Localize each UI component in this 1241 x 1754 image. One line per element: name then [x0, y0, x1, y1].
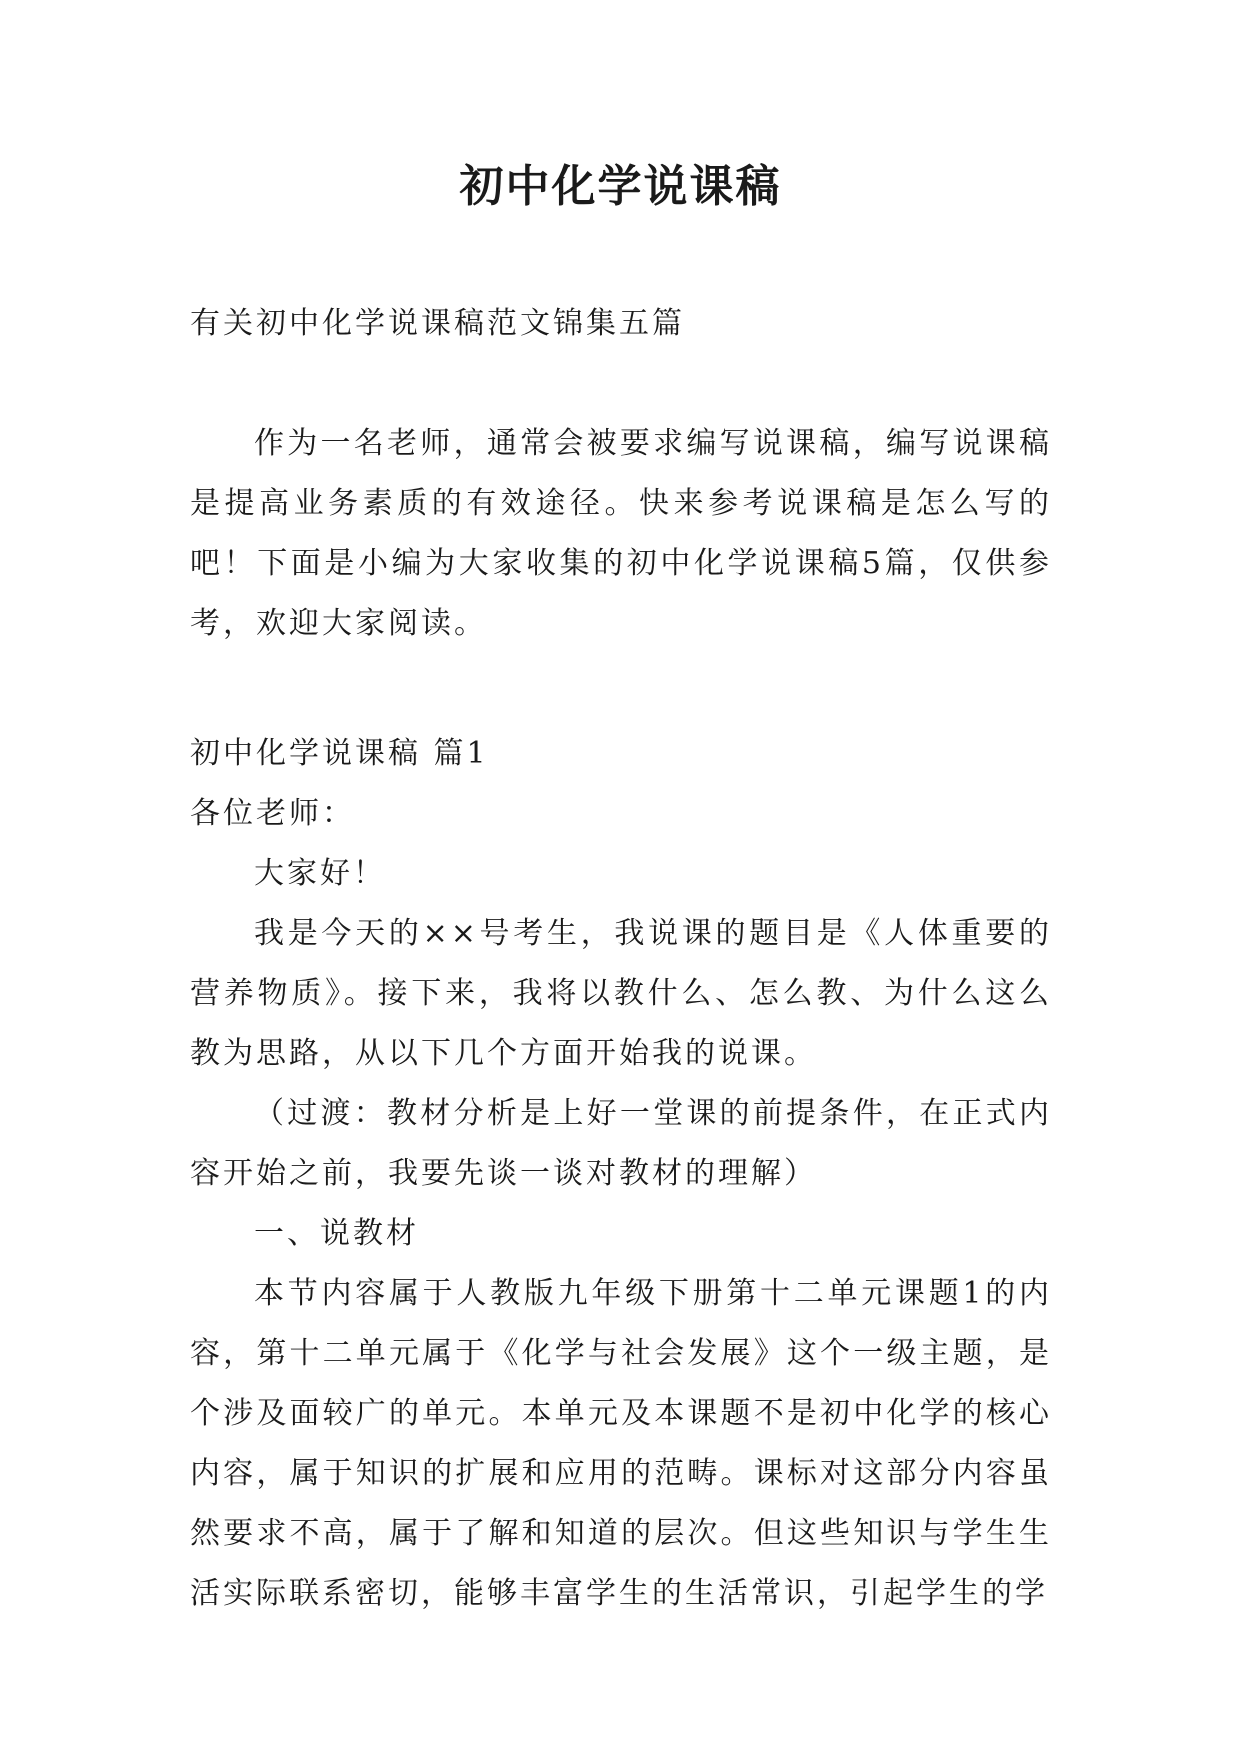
subheading: 一、说教材 — [254, 1216, 419, 1251]
hello-line: 大家好！ — [254, 856, 386, 891]
document-title: 初中化学说课稿 — [459, 161, 782, 212]
transition-paragraph: （过渡：教材分析是上好一堂课的前提条件，在正式内容开始之前，我要先谈一谈对教材的理解） — [190, 1096, 1052, 1191]
document-body — [190, 294, 1052, 1624]
document-subtitle: 有关初中化学说课稿范文锦集五篇 — [190, 306, 685, 341]
paragraph: 本节内容属于人教版九年级下册第十二单元课题1的内容，第十二单元属于《化学与社会发展》这个一级主题，是个涉及面较广的单元。本单元及本课题不是初中化学的核心内容，属于知识的扩展和应用的范畴。课标对这部分内容虽然要求不高，属于了解和知道的层次。但这些知识与学生生活实际联系密切，能够丰富学生的生活常识，引起学生的学 — [190, 1276, 1052, 1611]
section-heading: 初中化学说课稿 篇1 — [190, 736, 489, 771]
paragraph: 我是今天的××号考生，我说课的题目是《人体重要的营养物质》。接下来，我将以教什么、怎么教、为什么这么教为思路，从以下几个方面开始我的说课。 — [190, 916, 1052, 1071]
intro-paragraph: 作为一名老师，通常会被要求编写说课稿，编写说课稿是提高业务素质的有效途径。快来参考说课稿是怎么写的吧！下面是小编为大家收集的初中化学说课稿5篇，仅供参考，欢迎大家阅读。 — [190, 426, 1052, 641]
greeting: 各位老师： — [190, 796, 355, 831]
